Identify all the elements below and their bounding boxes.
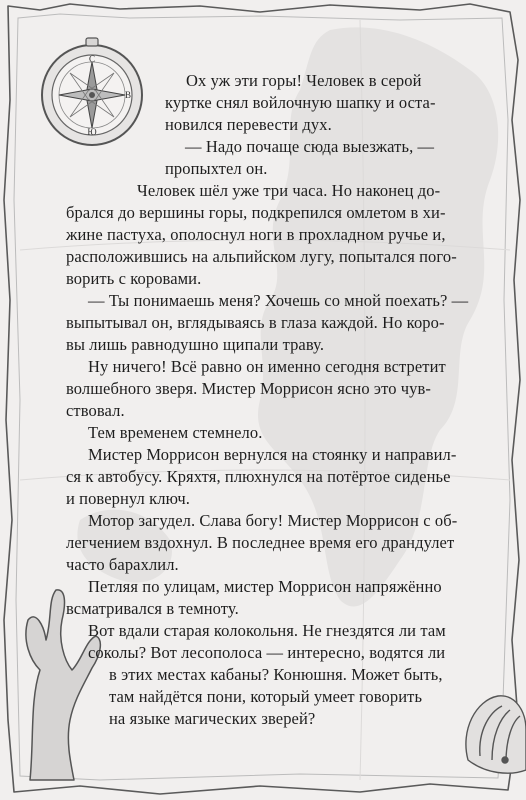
text-line: Мистер Моррисон вернулся на стоянку и направил- [88,445,457,464]
text-line: ствовал. [66,401,125,420]
text-line: Мотор загудел. Слава богу! Мистер Моррисон с об- [88,511,458,530]
text-line: часто барахлил. [66,555,179,574]
text-line: волшебного зверя. Мистер Моррисон ясно это чув- [66,379,432,398]
text-line: Ох уж эти горы! Человек в серой [186,71,422,90]
text-line: пропыхтел он. [165,159,268,178]
text-line: на языке магических зверей? [109,709,316,728]
text-line: жине пастуха, ополоснул ноги в прохладном ручье и, [66,225,446,244]
text-line: Человек шёл уже три часа. Но наконец до- [137,181,441,200]
text-line: расположившись на альпийском лугу, попытался пого- [66,247,457,266]
compass-label-s: Ю [87,127,97,137]
text-line: Петляя по улицам, мистер Моррисон напряжённо [88,577,442,596]
compass-label-e: В [124,90,132,100]
text-line: в этих местах кабаны? Конюшня. Может быть, [109,665,443,684]
text-line: Тем временем стемнело. [88,423,263,442]
text-line: — Надо почаще сюда выезжать, — [185,137,435,156]
text-line: — Ты понимаешь меня? Хочешь со мной поехать? — [88,291,469,310]
compass-icon [42,38,142,145]
compass-label-n: С [88,54,96,64]
seashell-icon [466,696,526,773]
text-line: вы лишь равнодушно щипали траву. [66,335,325,354]
text-line: там найдётся пони, который умеет говорить [109,687,423,706]
text-line: выпытывал он, вглядываясь в глаза каждой. Но коро- [66,313,445,332]
text-line: брался до вершины горы, подкрепился омлетом в хи- [66,203,446,222]
text-line: соколы? Вот лесополоса — интересно, водятся ли [88,643,446,662]
text-line: легчением вздохнул. В последнее время его драндулет [66,533,455,552]
text-line: всматривался в темноту. [66,599,239,618]
text-line: новился перевести дух. [165,115,332,134]
text-line: куртке снял войлочную шапку и оста- [165,93,436,112]
text-line: и повернул ключ. [66,489,190,508]
text-line: Ну ничего! Всё равно он именно сегодня встретит [88,357,446,376]
text-line: Вот вдали старая колокольня. Не гнездятся ли там [88,621,446,640]
text-line: ворить с коровами. [66,269,202,288]
text-line: ся к автобусу. Кряхтя, плюхнулся на потёртое сиденье [66,467,451,486]
